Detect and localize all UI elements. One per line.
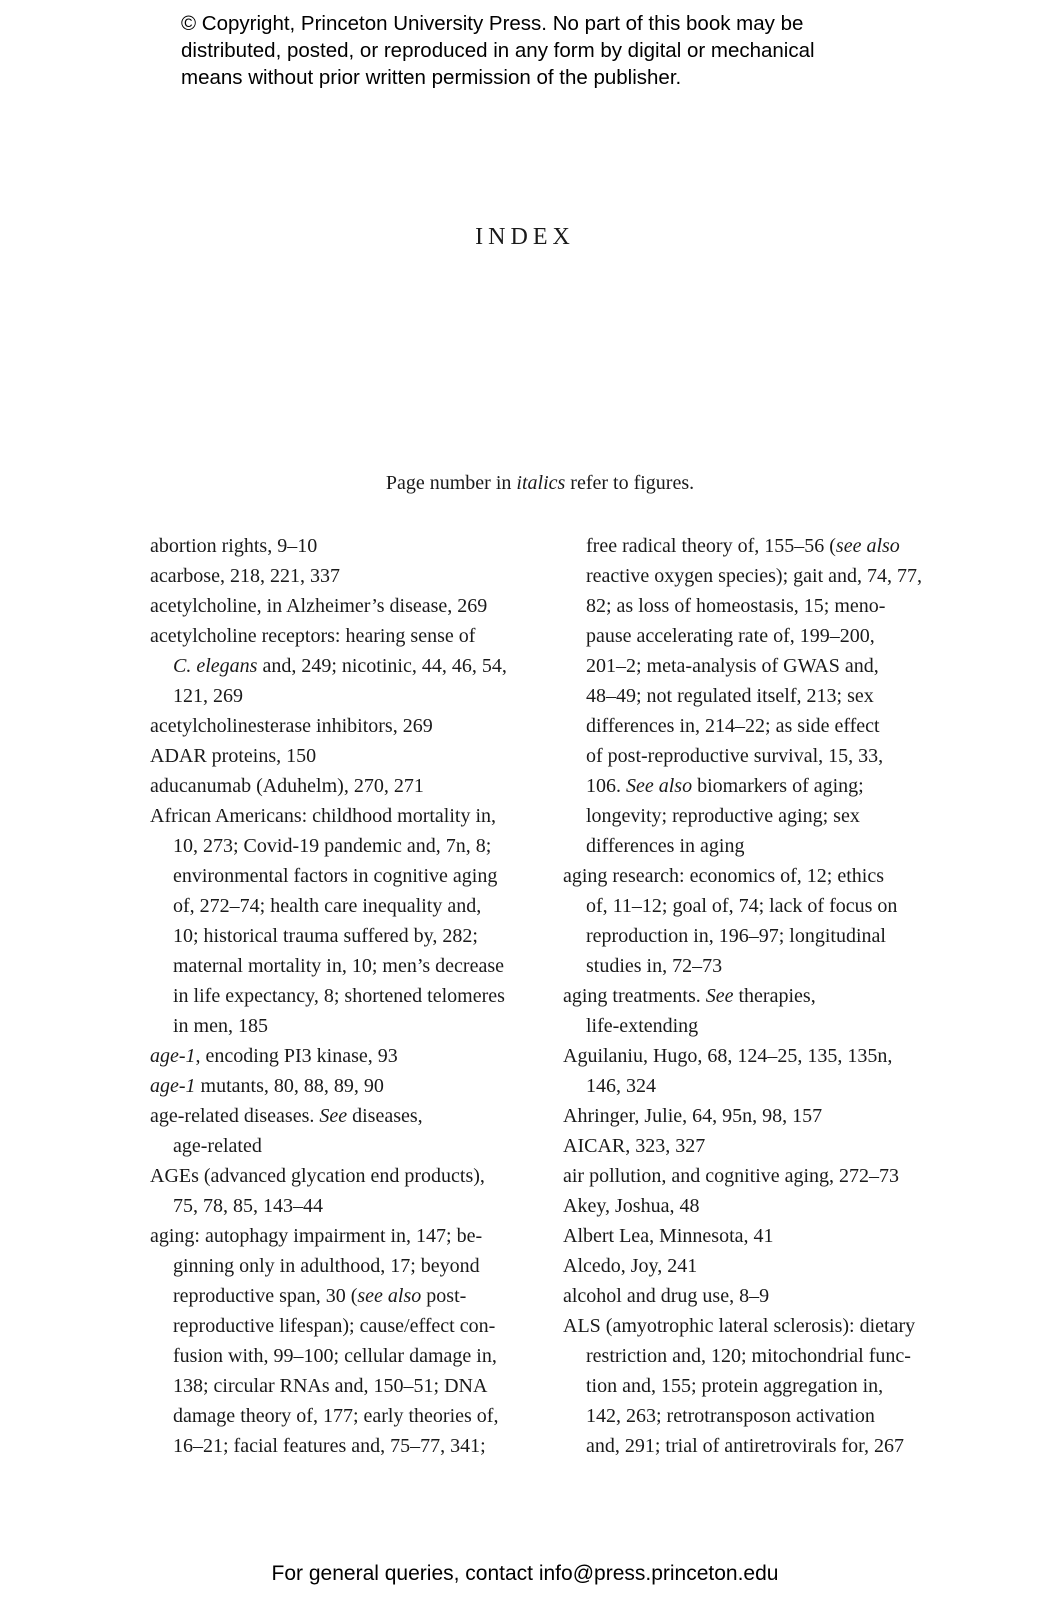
index-entry-text: acarbose, 218, 221, 337	[150, 565, 340, 587]
index-entry-italic: age-1	[150, 1045, 196, 1067]
index-entry-text: abortion rights, 9–10	[150, 535, 318, 557]
index-entry-text: AGEs (advanced glycation end products),	[150, 1165, 485, 1187]
index-entry-line	[563, 1371, 943, 1401]
index-entry-text: Alcedo, Joy, 241	[563, 1255, 698, 1277]
index-column-left	[150, 531, 530, 1461]
index-entry-text: life-extending	[586, 1015, 699, 1037]
figure-note-text: Page number in	[385, 472, 517, 494]
index-entry-italic: See also	[626, 775, 693, 797]
index-entry-text: and, 249; nicotinic, 44, 46, 54,	[257, 655, 507, 677]
index-entry-text: acetylcholine receptors: hearing sense of	[150, 625, 476, 647]
index-entry-text: 138; circular RNAs and, 150–51; DNA	[173, 1375, 488, 1397]
index-entry-line	[563, 861, 943, 891]
index-entry-text: 121, 269	[173, 685, 243, 707]
index-entry-line	[150, 891, 530, 921]
copyright-line: distributed, posted, or reproduced in any form by digital or mechanical	[181, 39, 815, 62]
index-entry-text: 146, 324	[586, 1075, 656, 1097]
index-entry-text: air pollution, and cognitive aging, 272–73	[563, 1165, 900, 1187]
copyright-line: © Copyright, Princeton University Press. No part of this book may be	[181, 12, 804, 35]
index-entry-line	[150, 831, 530, 861]
footer-contact: For general queries, contact info@press.princeton.edu	[271, 1562, 779, 1585]
index-entry-line	[150, 1041, 530, 1071]
index-entry-text: aging research: economics of, 12; ethics	[563, 865, 884, 887]
index-entry-text: pause accelerating rate of, 199–200,	[586, 625, 875, 647]
index-entry-line	[563, 1341, 943, 1371]
index-entry-line	[563, 1101, 943, 1131]
index-entry-text: free radical theory of, 155–56 (	[586, 535, 836, 557]
index-entry-line	[563, 561, 943, 591]
index-entry-line	[563, 531, 943, 561]
index-entry-italic: See	[705, 985, 734, 1007]
index-entry-line	[150, 1371, 530, 1401]
index-entry-line	[563, 621, 943, 651]
index-entry-line	[150, 1401, 530, 1431]
index-entry-line	[563, 831, 943, 861]
index-entry-line	[563, 1041, 943, 1071]
index-entry-text: of post-reproductive survival, 15, 33,	[586, 745, 884, 767]
index-entry-text: reproductive lifespan); cause/effect con-	[173, 1315, 496, 1337]
index-entry-line	[150, 1131, 530, 1161]
index-entry-text: African Americans: childhood mortality in,	[150, 805, 497, 827]
index-entry-text: Ahringer, Julie, 64, 95n, 98, 157	[563, 1105, 823, 1127]
index-entry-text: of, 272–74; health care inequality and,	[173, 895, 482, 917]
index-entry-text: in men, 185	[173, 1015, 268, 1037]
index-entry-text: acetylcholinesterase inhibitors, 269	[150, 715, 433, 737]
index-entry-line	[563, 1281, 943, 1311]
index-entry-text: diseases,	[347, 1105, 423, 1127]
index-entry-text: differences in aging	[586, 835, 745, 857]
index-entry-text: 106.	[586, 775, 626, 797]
index-entry-line	[150, 1011, 530, 1041]
index-entry-text: of, 11–12; goal of, 74; lack of focus on	[586, 895, 898, 917]
index-entry-line	[150, 561, 530, 591]
index-entry-text: ginning only in adulthood, 17; beyond	[173, 1255, 480, 1277]
index-entry-text: 82; as loss of homeostasis, 15; meno-	[586, 595, 886, 617]
index-entry-text: fusion with, 99–100; cellular damage in,	[173, 1345, 497, 1367]
index-entry-line	[150, 951, 530, 981]
index-entry-line	[150, 1101, 530, 1131]
index-entry-line	[150, 1341, 530, 1371]
index-entry-text: post-	[421, 1285, 467, 1307]
index-entry-italic: C. elegans	[173, 655, 258, 677]
index-entry-line	[150, 771, 530, 801]
index-entry-line	[563, 1191, 943, 1221]
index-entry-text: age-related diseases.	[150, 1105, 320, 1127]
index-entry-line	[150, 921, 530, 951]
index-entry-line	[150, 981, 530, 1011]
index-entry-text: alcohol and drug use, 8–9	[563, 1285, 770, 1307]
copyright-notice	[181, 10, 901, 91]
index-entry-text: Albert Lea, Minnesota, 41	[563, 1225, 774, 1247]
index-entry-text: environmental factors in cognitive aging	[173, 865, 498, 887]
index-entry-text: longevity; reproductive aging; sex	[586, 805, 860, 827]
index-entry-italic: see also	[835, 535, 900, 557]
index-entry-line	[150, 591, 530, 621]
index-entry-line	[563, 771, 943, 801]
index-entry-text: studies in, 72–73	[586, 955, 723, 977]
index-entry-text: reproduction in, 196–97; longitudinal	[586, 925, 886, 947]
index-entry-line	[563, 951, 943, 981]
index-entry-line	[563, 741, 943, 771]
index-entry-line	[563, 1011, 943, 1041]
index-entry-text: and, 291; trial of antiretrovirals for, 267	[586, 1435, 904, 1457]
index-entry-line	[563, 1431, 943, 1461]
index-entry-text: 201–2; meta-analysis of GWAS and,	[586, 655, 879, 677]
index-entry-italic: age-1	[150, 1075, 196, 1097]
index-entry-text: aging treatments.	[563, 985, 706, 1007]
index-entry-line	[150, 711, 530, 741]
page-title: INDEX	[475, 224, 575, 250]
index-entry-text: mutants, 80, 88, 89, 90	[195, 1075, 384, 1097]
index-entry-line	[150, 1431, 530, 1461]
index-entry-text: therapies,	[733, 985, 816, 1007]
index-entry-line	[150, 801, 530, 831]
index-entry-line	[563, 1071, 943, 1101]
index-entry-line	[563, 981, 943, 1011]
index-entry-line	[150, 741, 530, 771]
index-entry-line	[563, 1311, 943, 1341]
index-entry-line	[563, 591, 943, 621]
index-entry-line	[150, 1221, 530, 1251]
index-entry-text: differences in, 214–22; as side effect	[586, 715, 880, 737]
index-entry-line	[563, 1251, 943, 1281]
index-entry-line	[563, 1161, 943, 1191]
index-entry-text: reactive oxygen species); gait and, 74, 77,	[586, 565, 922, 587]
index-entry-italic: See	[319, 1105, 348, 1127]
index-entry-text: maternal mortality in, 10; men’s decrease	[173, 955, 504, 977]
index-entry-text: aging: autophagy impairment in, 147; be-	[150, 1225, 483, 1247]
index-entry-line	[563, 801, 943, 831]
copyright-line: means without prior written permission of the publisher.	[181, 66, 682, 89]
index-entry-text: tion and, 155; protein aggregation in,	[586, 1375, 884, 1397]
figure-note-italic: italics	[516, 472, 566, 494]
index-entry-text: , encoding PI3 kinase, 93	[195, 1045, 398, 1067]
index-entry-italic: see also	[357, 1285, 422, 1307]
index-entry-text: aducanumab (Aduhelm), 270, 271	[150, 775, 424, 797]
index-entry-text: AICAR, 323, 327	[563, 1135, 706, 1157]
index-entry-text: acetylcholine, in Alzheimer’s disease, 269	[150, 595, 488, 617]
index-entry-line	[563, 1131, 943, 1161]
index-entry-line	[150, 651, 530, 681]
index-entry-text: 16–21; facial features and, 75–77, 341;	[173, 1435, 486, 1457]
index-entry-line	[150, 1281, 530, 1311]
index-entry-line	[150, 681, 530, 711]
index-entry-line	[150, 531, 530, 561]
index-entry-text: biomarkers of aging;	[692, 775, 864, 797]
index-entry-text: in life expectancy, 8; shortened telomeres	[173, 985, 505, 1007]
index-entry-text: age-related	[173, 1135, 262, 1157]
index-entry-text: ADAR proteins, 150	[150, 745, 317, 767]
index-entry-line	[150, 1311, 530, 1341]
figure-note	[0, 472, 1050, 495]
index-entry-text: reproductive span, 30 (	[173, 1285, 358, 1307]
index-entry-text: Aguilaniu, Hugo, 68, 124–25, 135, 135n,	[563, 1045, 893, 1067]
index-entry-text: restriction and, 120; mitochondrial func-	[586, 1345, 911, 1367]
index-entry-text: Akey, Joshua, 48	[563, 1195, 700, 1217]
index-entry-line	[563, 651, 943, 681]
index-entry-line	[150, 1071, 530, 1101]
index-entry-line	[150, 861, 530, 891]
index-entry-text: 10; historical trauma suffered by, 282;	[173, 925, 478, 947]
index-entry-line	[563, 711, 943, 741]
index-entry-text: 142, 263; retrotransposon activation	[586, 1405, 875, 1427]
index-entry-text: 10, 273; Covid-19 pandemic and, 7n, 8;	[173, 835, 492, 857]
index-entry-text: 48–49; not regulated itself, 213; sex	[586, 685, 874, 707]
index-entry-line	[150, 1251, 530, 1281]
figure-note-text: refer to figures.	[565, 472, 695, 494]
index-entry-line	[150, 1161, 530, 1191]
index-entry-line	[563, 921, 943, 951]
index-entry-line	[563, 1401, 943, 1431]
index-entry-line	[563, 891, 943, 921]
index-entry-text: damage theory of, 177; early theories of,	[173, 1405, 499, 1427]
index-entry-text: ALS (amyotrophic lateral sclerosis): dietary	[563, 1315, 916, 1337]
index-entry-line	[150, 621, 530, 651]
index-entry-line	[563, 681, 943, 711]
index-entry-line	[150, 1191, 530, 1221]
index-column-right	[563, 531, 943, 1461]
index-entry-text: 75, 78, 85, 143–44	[173, 1195, 323, 1217]
index-entry-line	[563, 1221, 943, 1251]
